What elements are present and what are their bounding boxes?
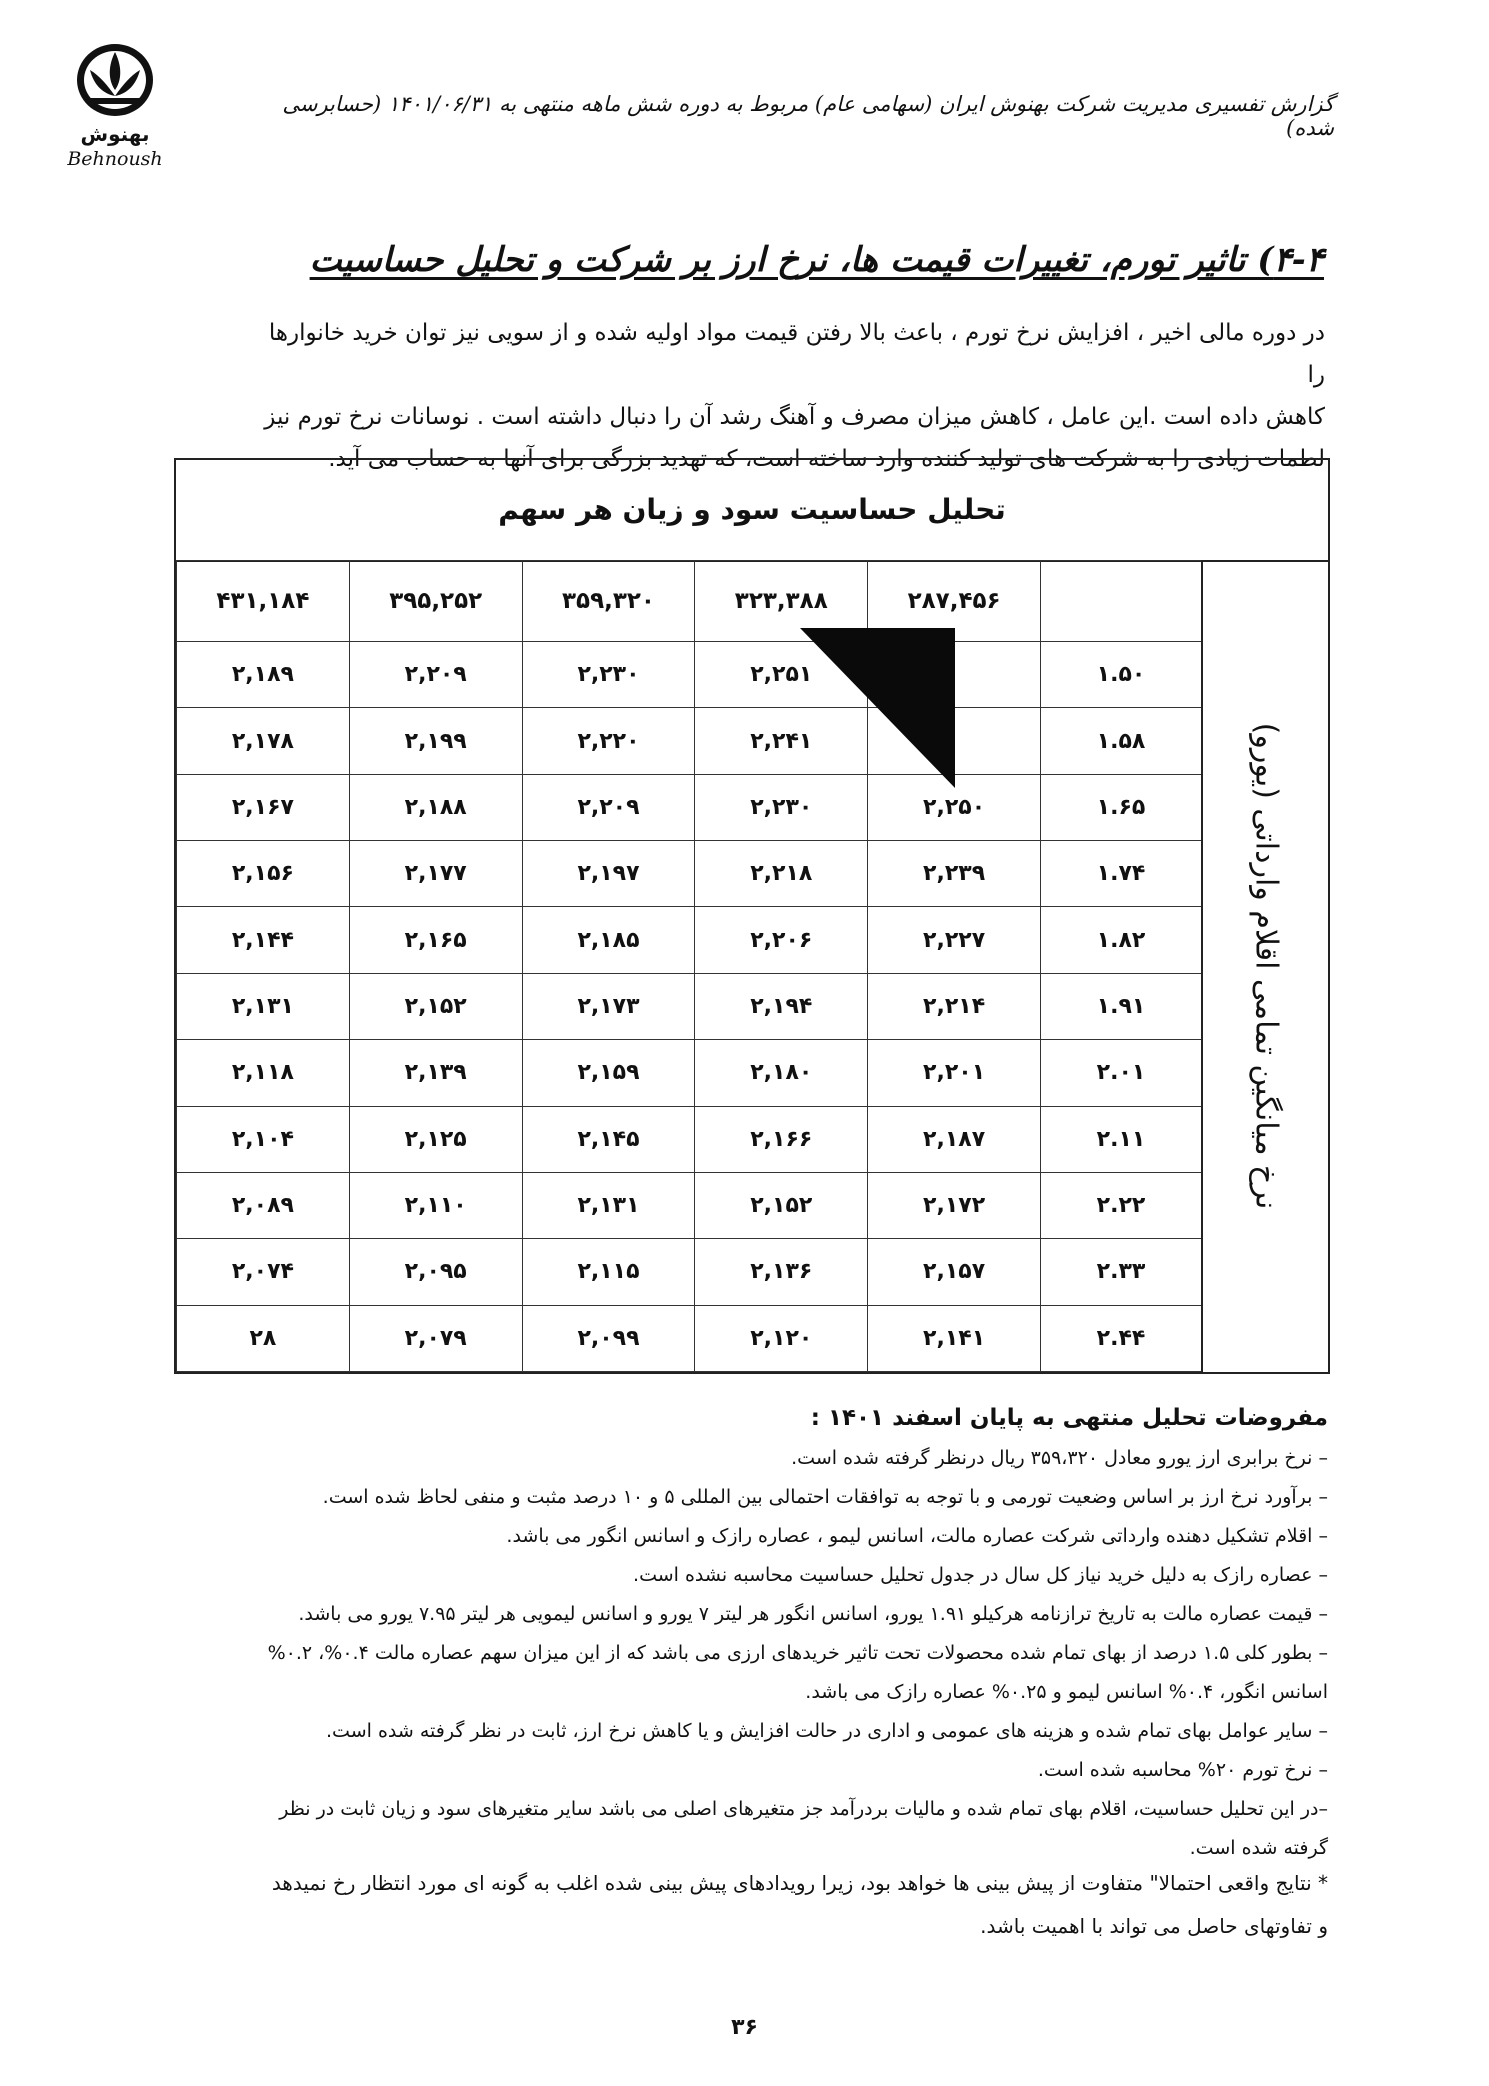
eps-cell: ۲,۱۲۵ <box>349 1106 522 1172</box>
assumptions-section <box>160 1405 1328 1868</box>
intro-line: در دوره مالی اخیر ، افزایش نرخ تورم ، باعث بالا رفتن قیمت مواد اولیه شده و از سویی نیز توان خرید خانوارها را <box>268 320 1325 388</box>
eps-cell: ۲,۱۱۰ <box>349 1172 522 1238</box>
rate-cell: ۲.۳۳ <box>1041 1239 1203 1305</box>
sensitivity-table <box>176 560 1203 1372</box>
intro-line: کاهش داده است .این عامل ، کاهش میزان مصرف و آهنگ رشد آن را دنبال داشته است . نوسانات نرخ تورم نیز <box>264 404 1325 430</box>
eps-cell: ۲,۱۷۳ <box>522 973 695 1039</box>
table-row <box>177 973 1203 1039</box>
eps-cell: ۲,۱۱۸ <box>177 1040 350 1106</box>
rate-cell: ۱.۶۵ <box>1041 774 1203 840</box>
eps-cell: ۲,۱۲۰ <box>695 1305 868 1371</box>
eps-cell: ۲,۰۸۹ <box>177 1172 350 1238</box>
eps-cell: ۲,۲۳۰ <box>695 774 868 840</box>
eps-cell: ۲,۱۳۱ <box>177 973 350 1039</box>
scan-blot <box>800 628 955 788</box>
sensitivity-table-frame <box>174 458 1330 1374</box>
eps-cell: ۲,۱۷۲ <box>868 1172 1041 1238</box>
assumption-item: – بطور کلی ۱.۵ درصد از بهای تمام شده محصولات تحت تاثیر خریدهای ارزی می باشد که از این میزان سهم عصاره مالت ۰.۴%، ۰.۲% <box>267 1642 1328 1664</box>
logo-text-fa: بهنوش <box>80 122 150 146</box>
assumption-item: – قیمت عصاره مالت به تاریخ ترازنامه هرکیلو ۱.۹۱ یورو، اسانس انگور هر لیتر ۷ یورو و اسانس لیمویی هر لیتر ۷.۹۵ یورو می باشد. <box>298 1603 1328 1625</box>
assumptions-list <box>160 1439 1328 1868</box>
table-row <box>177 1040 1203 1106</box>
disclaimer-note <box>160 1862 1328 1948</box>
eps-cell: ۲,۱۵۹ <box>522 1040 695 1106</box>
eps-cell: ۲۸ <box>177 1305 350 1371</box>
eps-cell: ۲,۱۸۸ <box>349 774 522 840</box>
eps-cell: ۲,۲۳۰ <box>522 642 695 708</box>
eps-cell: ۲,۱۹۴ <box>695 973 868 1039</box>
eps-cell: ۲,۰۷۴ <box>177 1239 350 1305</box>
eps-cell: ۲,۱۶۶ <box>695 1106 868 1172</box>
eps-cell: ۲,۱۸۹ <box>177 642 350 708</box>
table-row <box>177 1172 1203 1238</box>
table-title: تحلیل حساسیت سود و زیان هر سهم <box>176 460 1328 562</box>
eps-cell: ۲,۱۱۵ <box>522 1239 695 1305</box>
rate-cell: ۱.۹۱ <box>1041 973 1203 1039</box>
assumption-item: – عصاره رازک به دلیل خرید نیاز کل سال در جدول تحلیل حساسیت محاسبه نشده است. <box>633 1564 1328 1586</box>
eps-cell: ۲,۲۲۰ <box>522 708 695 774</box>
eps-cell: ۲,۲۵۰ <box>868 774 1041 840</box>
eps-cell: ۲,۱۸۷ <box>868 1106 1041 1172</box>
rate-cell: ۲.۴۴ <box>1041 1305 1203 1371</box>
eps-cell: ۲,۱۵۶ <box>177 841 350 907</box>
intro-paragraph <box>255 312 1325 480</box>
eps-cell: ۲,۱۳۹ <box>349 1040 522 1106</box>
column-header: ۳۹۵,۲۵۲ <box>349 561 522 642</box>
eps-cell: ۲,۲۵۱ <box>695 642 868 708</box>
eps-cell: ۲,۱۵۷ <box>868 1239 1041 1305</box>
assumption-item: –در این تحلیل حساسیت، اقلام بهای تمام شده و مالیات بردرآمد جز متغیرهای اصلی می باشد سایر متغیرهای سود و زیان ثابت در نظر <box>279 1798 1328 1820</box>
page-number: ۳۶ <box>731 2015 758 2040</box>
eps-cell: ۲,۲۳۹ <box>868 841 1041 907</box>
eps-cell: ۲,۱۵۲ <box>695 1172 868 1238</box>
eps-cell: ۲,۰۹۵ <box>349 1239 522 1305</box>
eps-cell: ۲,۲۰۱ <box>868 1040 1041 1106</box>
rate-cell: ۲.۰۱ <box>1041 1040 1203 1106</box>
eps-cell: ۲,۱۸۰ <box>695 1040 868 1106</box>
table-row <box>177 1106 1203 1172</box>
eps-cell: ۲,۲۱۴ <box>868 973 1041 1039</box>
eps-cell: ۲,۲۰۹ <box>349 642 522 708</box>
row-axis-label <box>1203 560 1328 1372</box>
section-title: ۴-۴) تاثیر تورم، تغییرات قیمت ها، نرخ ارز بر شرکت و تحلیل حساسیت <box>309 240 1324 280</box>
eps-cell: ۲,۰۹۹ <box>522 1305 695 1371</box>
eps-cell: ۲,۲۰۹ <box>522 774 695 840</box>
assumption-item: – برآورد نرخ ارز بر اساس وضعیت تورمی و با توجه به توافقات احتمالی بین المللی ۵ و ۱۰ درصد مثبت و منفی لحاظ شده است. <box>322 1486 1328 1508</box>
column-header: ۳۵۹,۳۲۰ <box>522 561 695 642</box>
row-axis-label-text: نرخ میانگین تمامی اقلام وارداتی (یورو) <box>1248 722 1283 1210</box>
column-header: ۴۳۱,۱۸۴ <box>177 561 350 642</box>
eps-cell: ۲,۱۹۷ <box>522 841 695 907</box>
eps-cell: ۲,۱۶۵ <box>349 907 522 973</box>
table-row <box>177 907 1203 973</box>
corner-cell <box>1041 561 1203 642</box>
eps-cell: ۲,۱۳۱ <box>522 1172 695 1238</box>
eps-cell: ۲,۲۱۸ <box>695 841 868 907</box>
rate-cell: ۲.۲۲ <box>1041 1172 1203 1238</box>
eps-cell: ۲,۱۶۷ <box>177 774 350 840</box>
table-row <box>177 708 1203 774</box>
report-header-title: گزارش تفسیری مدیریت شرکت بهنوش ایران (سهامی عام) مربوط به دوره شش ماهه منتهی به ۱۴۰۱/۰۶/۳۱ (حسابرسی شده) <box>282 92 1334 140</box>
assumption-item: – نرخ برابری ارز یورو معادل ۳۵۹،۳۲۰ ریال درنظر گرفته شده است. <box>791 1447 1328 1469</box>
eps-cell: ۲,۱۷۷ <box>349 841 522 907</box>
rate-cell: ۲.۱۱ <box>1041 1106 1203 1172</box>
eps-cell: ۲,۲۲۷ <box>868 907 1041 973</box>
eps-cell: ۲,۱۰۴ <box>177 1106 350 1172</box>
rate-cell: ۱.۸۲ <box>1041 907 1203 973</box>
column-header: ۳۲۳,۳۸۸ <box>695 561 868 642</box>
table-row <box>177 774 1203 840</box>
eps-cell: ۲,۱۳۶ <box>695 1239 868 1305</box>
assumption-item: – سایر عوامل بهای تمام شده و هزینه های عمومی و اداری در حالت افزایش و یا کاهش نرخ ارز، ثابت در نظر گرفته شده است. <box>326 1720 1328 1742</box>
table-row <box>177 642 1203 708</box>
assumptions-title: مفروضات تحلیل منتهی به پایان اسفند ۱۴۰۱ : <box>810 1405 1328 1431</box>
table-row <box>177 1305 1203 1371</box>
rate-cell: ۱.۵۸ <box>1041 708 1203 774</box>
eps-cell: ۲,۱۷۸ <box>177 708 350 774</box>
table-header-row <box>177 561 1203 642</box>
company-logo <box>55 40 175 170</box>
logo-text-en: Behnoush <box>67 148 163 170</box>
column-header: ۲۸۷,۴۵۶ <box>868 561 1041 642</box>
eps-cell: ۲,۱۵۲ <box>349 973 522 1039</box>
assumption-item: – اقلام تشکیل دهنده وارداتی شرکت عصاره مالت، اسانس لیمو ، عصاره رازک و اسانس انگور می باشد. <box>506 1525 1328 1547</box>
eps-cell: ۲,۱۸۵ <box>522 907 695 973</box>
intro-line: لطمات زیادی را به شرکت های تولید کننده وارد ساخته است، که تهدید بزرگی برای آنها به حساب می آید. <box>328 446 1325 472</box>
eps-cell: ۲,۱۴۵ <box>522 1106 695 1172</box>
note-line: * نتایج واقعی احتمالا" متفاوت از پیش بینی ها خواهد بود، زیرا رویدادهای پیش بینی شده اغلب به گونه ای مورد انتظار رخ نمیدهد <box>271 1871 1328 1895</box>
eps-cell: ۲,۰۷۹ <box>349 1305 522 1371</box>
table-row <box>177 1239 1203 1305</box>
assumption-item: اسانس انگور، ۰.۴% اسانس لیمو و ۰.۲۵% عصاره رازک می باشد. <box>805 1681 1328 1703</box>
note-line: و تفاوتهای حاصل می تواند با اهمیت باشد. <box>980 1914 1328 1938</box>
behnoush-emblem-icon <box>70 40 160 120</box>
rate-cell: ۱.۷۴ <box>1041 841 1203 907</box>
table-row <box>177 841 1203 907</box>
rate-cell: ۱.۵۰ <box>1041 642 1203 708</box>
eps-cell: ۲,۱۴۱ <box>868 1305 1041 1371</box>
eps-cell: ۲,۱۹۹ <box>349 708 522 774</box>
eps-cell: ۲,۱۴۴ <box>177 907 350 973</box>
eps-cell: ۲,۲۰۶ <box>695 907 868 973</box>
assumption-item: گرفته شده است. <box>1189 1837 1328 1859</box>
assumption-item: – نرخ تورم ۲۰% محاسبه شده است. <box>1037 1759 1328 1781</box>
eps-cell: ۲,۲۴۱ <box>695 708 868 774</box>
